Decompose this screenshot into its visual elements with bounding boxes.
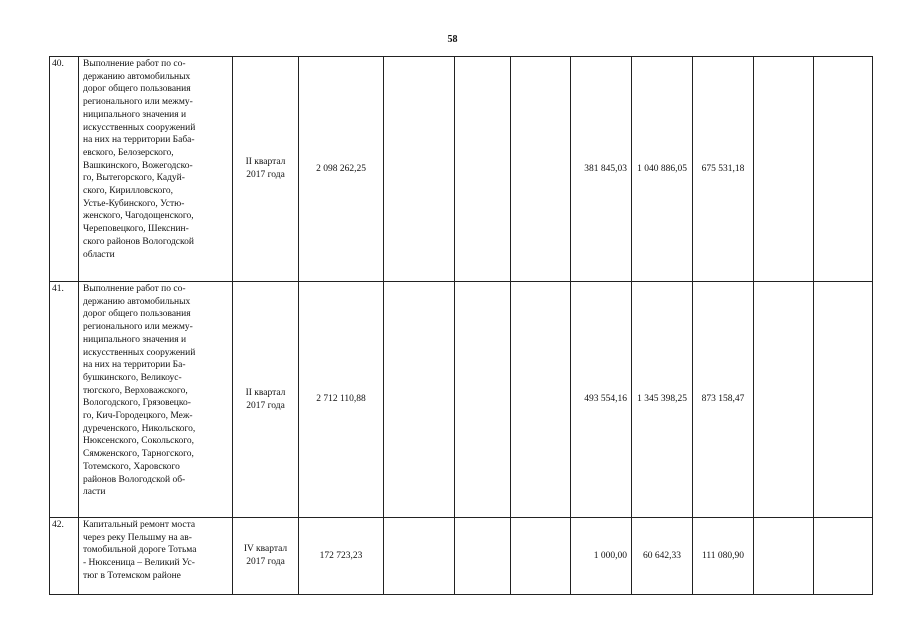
- description-line: го, Вытегорского, Кадуй-: [83, 173, 185, 184]
- table-row: [50, 57, 873, 282]
- description-line: Сямженского, Тарногского,: [83, 449, 194, 460]
- period-line: IV квартал: [243, 544, 288, 555]
- total-amount: 172 723,23: [299, 518, 384, 595]
- amount-col-10: [754, 518, 814, 595]
- period-line: II квартал: [245, 157, 286, 168]
- amount-col-4: [384, 57, 455, 282]
- amount-col-6: [511, 518, 571, 595]
- amount-col-8: 60 642,33: [632, 518, 693, 595]
- description-line: области: [83, 249, 115, 260]
- amount-col-5: [455, 518, 511, 595]
- amount-col-7: 493 554,16: [571, 282, 632, 518]
- description-line: Выполнение работ по со-: [83, 59, 186, 69]
- description-line: регионального или межму-: [83, 97, 193, 108]
- amount-col-6: [511, 57, 571, 282]
- description-line: бушкинского, Великоус-: [83, 372, 182, 383]
- description-line: Тотемского, Харовского: [83, 461, 180, 472]
- period-line: II квартал: [245, 387, 286, 398]
- description-line: ского, Кирилловского,: [83, 186, 174, 197]
- description-line: го, Кич-Городецкого, Меж-: [83, 411, 193, 422]
- description-line: ниципального значения и: [83, 109, 187, 120]
- description-line: ниципального значения и: [83, 334, 187, 345]
- amount-col-4: [384, 282, 455, 518]
- description-line: - Нюксеница – Великий Ус-: [83, 558, 195, 569]
- budget-table: [49, 56, 873, 595]
- description-line: искусственных сооружений: [83, 347, 196, 358]
- amount-col-9: 675 531,18: [693, 57, 754, 282]
- work-description: [79, 282, 233, 518]
- description-line: районов Вологодской об-: [83, 474, 186, 485]
- description-line: ского районов Вологодской: [83, 236, 194, 247]
- description-line: Устье-Кубинского, Устю-: [83, 198, 185, 209]
- description-line: Вологодского, Грязовецко-: [83, 398, 191, 409]
- amount-col-9: 873 158,47: [693, 282, 754, 518]
- description-line: держанию автомобильных: [83, 71, 191, 82]
- description-line: на них на территории Ба-: [83, 360, 186, 371]
- table-row: [50, 282, 873, 518]
- amount-col-7: 381 845,03: [571, 57, 632, 282]
- description-line: Капитальный ремонт моста: [83, 520, 196, 530]
- row-number: 42.: [50, 518, 79, 595]
- description-line: регионального или межму-: [83, 322, 193, 333]
- description-line: держанию автомобильных: [83, 296, 191, 307]
- description-line: через реку Пельшму на ав-: [83, 532, 192, 543]
- description-line: искусственных сооружений: [83, 122, 196, 133]
- amount-col-8: 1 345 398,25: [632, 282, 693, 518]
- description-line: дуреченского, Никольского,: [83, 423, 196, 434]
- description-line: евского, Белозерского,: [83, 147, 174, 158]
- description-line: ласти: [83, 487, 106, 498]
- period-line: 2017 года: [246, 170, 285, 180]
- row-number: 40.: [50, 57, 79, 282]
- completion-period: [233, 518, 299, 595]
- amount-col-10: [754, 282, 814, 518]
- row-number: 41.: [50, 282, 79, 518]
- completion-period: [233, 57, 299, 282]
- description-line: тюгского, Верховажского,: [83, 385, 188, 396]
- description-line: женского, Чагодощенского,: [83, 211, 194, 222]
- amount-col-7: 1 000,00: [571, 518, 632, 595]
- amount-col-11: [814, 57, 873, 282]
- amount-col-10: [754, 57, 814, 282]
- description-line: дорог общего пользования: [83, 309, 191, 320]
- work-description: [79, 57, 233, 282]
- period-line: 2017 года: [246, 400, 285, 411]
- completion-period: [233, 282, 299, 518]
- amount-col-5: [455, 282, 511, 518]
- total-amount: 2 712 110,88: [299, 282, 384, 518]
- amount-col-11: [814, 518, 873, 595]
- description-line: дорог общего пользования: [83, 84, 191, 95]
- amount-col-4: [384, 518, 455, 595]
- description-line: Вашкинского, Вожегодско-: [83, 160, 193, 171]
- total-amount: 2 098 262,25: [299, 57, 384, 282]
- description-line: тюг в Тотемском районе: [83, 570, 181, 581]
- amount-col-11: [814, 282, 873, 518]
- amount-col-5: [455, 57, 511, 282]
- description-line: Череповецкого, Шекснин-: [83, 224, 189, 235]
- description-line: Выполнение работ по со-: [83, 284, 186, 294]
- work-description: [79, 518, 233, 595]
- period-line: 2017 года: [246, 557, 285, 567]
- amount-col-9: 111 080,90: [693, 518, 754, 595]
- page-number: 58: [447, 34, 458, 45]
- description-line: на них на территории Баба-: [83, 135, 195, 146]
- amount-col-8: 1 040 886,05: [632, 57, 693, 282]
- description-line: томобильной дороге Тотьма: [83, 545, 197, 556]
- table-row: [50, 518, 873, 595]
- table-body: [50, 57, 873, 595]
- amount-col-6: [511, 282, 571, 518]
- description-line: Нюксенского, Сокольского,: [83, 436, 195, 447]
